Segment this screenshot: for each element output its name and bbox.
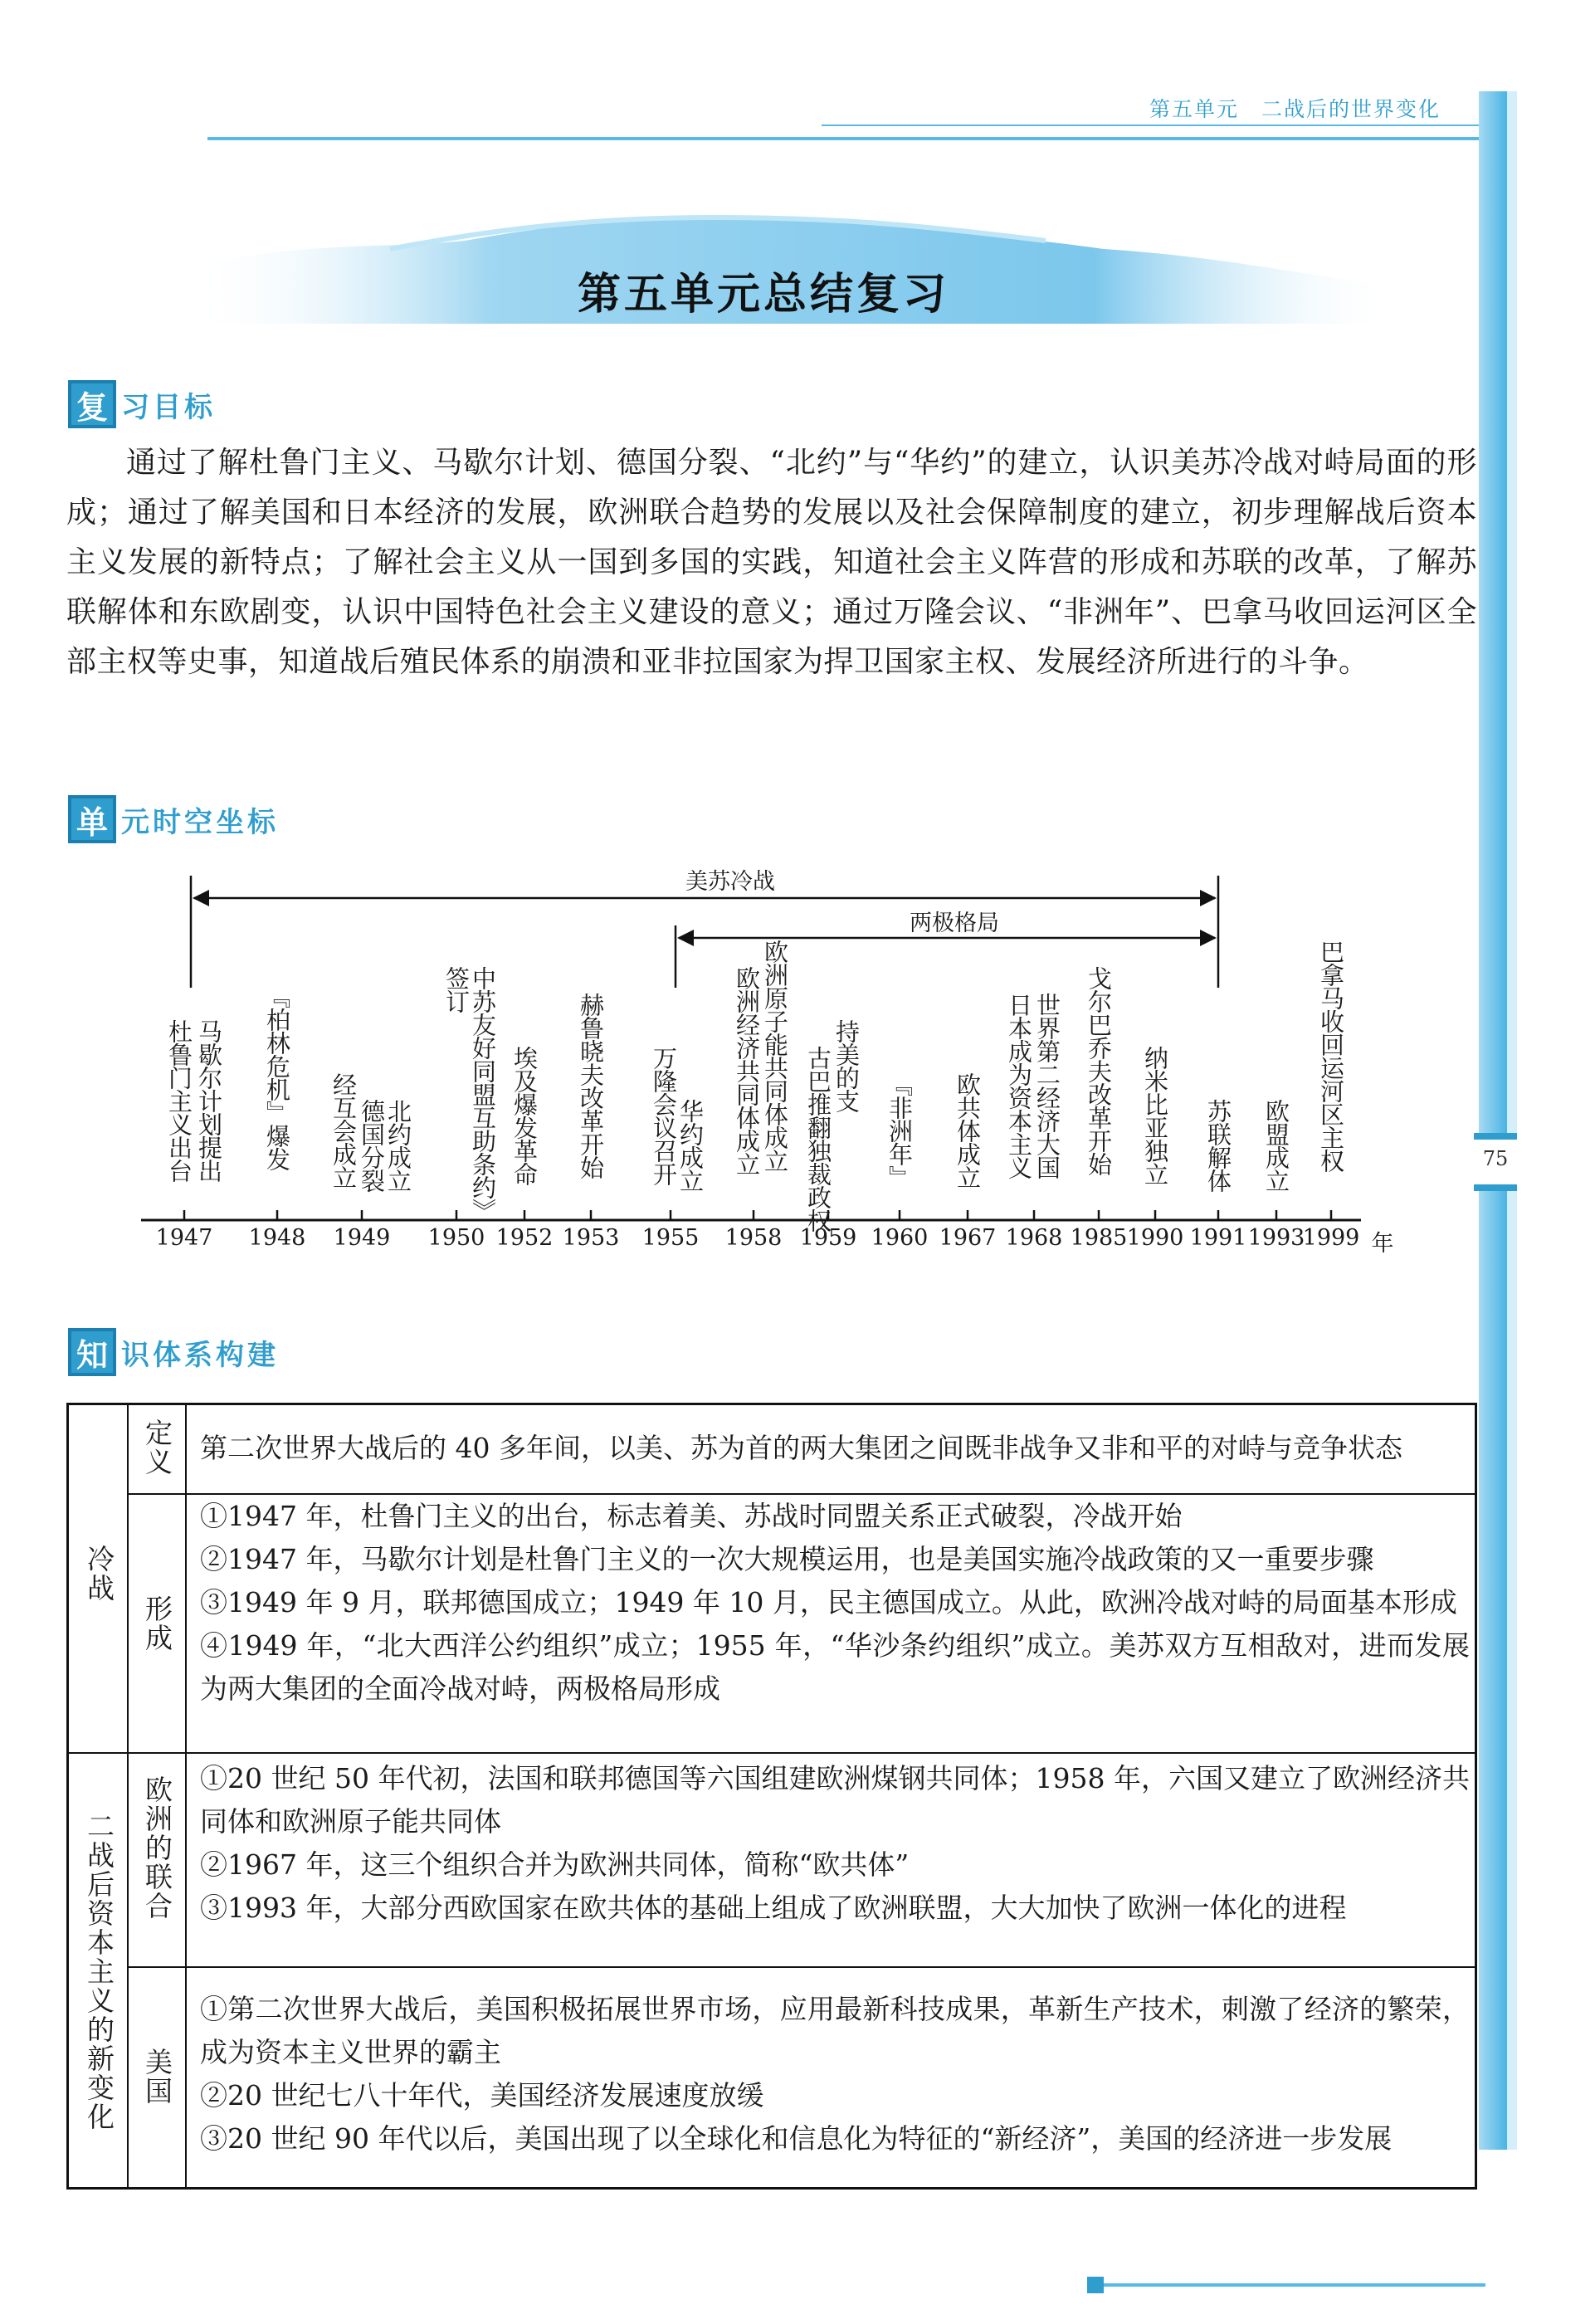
year-label: 1985 [1070, 1225, 1128, 1251]
timeline-event: 世界第二经济大国 [1033, 993, 1061, 1179]
year-label: 1947 [155, 1225, 213, 1251]
timeline-event: 巴拿马收回运河区主权 [1317, 940, 1345, 1172]
formation-item: ②1947 年，马歇尔计划是杜鲁门主义的一次大规模运用，也是美国实施冷战政策的又一重要步骤 [200, 1543, 1374, 1575]
usa-item: ③20 世纪 90 年代以后，美国出现了以全球化和信息化为特征的“新经济”，美国的经济进一步发展 [200, 2122, 1393, 2155]
timeline-event: 万隆会议召开 [650, 1046, 678, 1185]
usa-item: ①第二次世界大战后，美国积极拓展世界市场，应用最新科技成果，革新生产技术，刺激了经济的繁荣，成为资本主义世界的霸主 [200, 1993, 1470, 2068]
timeline-event: 马歇尔计划提出 [195, 1019, 223, 1182]
year-label: 1950 [427, 1225, 485, 1251]
europe-item: ①20 世纪 50 年代初，法国和联邦德国等六国组建欧洲煤钢共同体；1958 年，六国又建立了欧洲经济共同体和欧洲原子能共同体 [200, 1762, 1470, 1838]
group-label-cold-war: 冷战 [83, 1545, 115, 1603]
sub-label-usa: 美国 [141, 2048, 173, 2106]
section-label: 习目标 [121, 390, 216, 424]
year-label: 1968 [1005, 1225, 1063, 1251]
timeline-event: 持美的支 [832, 1019, 861, 1112]
formation-item: ④1949 年，“北大西洋公约组织”成立；1955 年，“华沙条约组织”成立。美苏双方互相敌对，进而发展为两大集团的全面冷战对峙，两极格局形成 [200, 1629, 1470, 1705]
timeline-event: 中苏友好同盟互助条约》签订 [442, 966, 497, 1210]
year-label: 1953 [562, 1225, 620, 1251]
timeline-event: 欧洲原子能共同体成立 [761, 940, 789, 1172]
timeline-event: 『柏林危机』爆发 [263, 984, 291, 1170]
year-label: 1959 [799, 1225, 857, 1251]
group-label-capitalism: 二战后资本主义的新变化 [83, 1812, 115, 2131]
year-label: 1999 [1302, 1225, 1360, 1251]
timeline-event: 苏联解体 [1204, 1099, 1232, 1192]
footer-square [1087, 2277, 1104, 2293]
definition-text: 第二次世界大战后的 40 多年间，以美、苏为首的两大集团之间既非战争又非和平的对峙与竞争状态 [200, 1432, 1402, 1464]
bipolar-label: 两极格局 [910, 911, 999, 936]
row-divider [127, 1966, 1475, 1968]
section-box: 复 [68, 380, 116, 428]
year-label: 1960 [871, 1225, 929, 1251]
cold-war-label: 美苏冷战 [685, 869, 775, 895]
year-label: 1967 [939, 1225, 997, 1251]
col-divider [127, 1405, 129, 2187]
timeline-event: 戈尔巴乔夫改革开始 [1085, 966, 1113, 1175]
review-text: 通过了解杜鲁门主义、马歇尔计划、德国分裂、“北约”与“华约”的建立，认识美苏冷战对峙局面的形成；通过了解美国和日本经济的发展，欧洲联合趋势的发展以及社会保障制度的建立，初步理解战后资本主义发展的新特点；了解社会主义从一国到多国的实践，知道社会主义阵营的形成和苏联的改革，了解苏联解体和东欧剧变，认识中国特色社会主义建设的意义；通过万隆会议、“非洲年”、巴拿马收回运河区全部主权等史事，知道战后殖民体系的崩溃和亚非拉国家为捍卫国家主权、发展经济所进行的斗争。 [66, 446, 1477, 679]
year-label: 1948 [248, 1225, 306, 1251]
knowledge-table [66, 1403, 1477, 2190]
year-label: 1991 [1189, 1225, 1247, 1251]
section-knowledge [68, 1328, 279, 1376]
year-label: 1955 [641, 1225, 700, 1251]
timeline-event: 欧洲经济共同体成立 [733, 966, 761, 1175]
europe-item: ②1967 年，这三个组织合并为欧洲共同体，简称“欧共体” [200, 1848, 910, 1881]
formation-list [200, 1495, 1470, 1711]
year-label: 1952 [495, 1225, 554, 1251]
timeline-event: 日本成为资本主义 [1005, 993, 1033, 1179]
year-label: 1990 [1126, 1225, 1184, 1251]
year-unit: 年 [1371, 1231, 1394, 1257]
timeline-event: 德国分裂 [358, 1099, 386, 1192]
section-label: 元时空坐标 [121, 805, 279, 839]
year-label: 1993 [1247, 1225, 1305, 1251]
section-label: 识体系构建 [121, 1338, 279, 1372]
running-title: 第五单元 二战后的世界变化 [1149, 97, 1441, 121]
col-divider [185, 1405, 187, 2187]
sub-label-formation: 形成 [141, 1594, 173, 1653]
timeline-event: 古巴推翻独裁政权 [804, 1046, 832, 1232]
timeline-event: 华约成立 [676, 1099, 705, 1192]
row-divider [69, 1752, 1475, 1754]
timeline-event: 『非洲年』 [885, 1072, 914, 1189]
year-label: 1958 [724, 1225, 783, 1251]
formation-item: ③1949 年 9 月，联邦德国成立；1949 年 10 月，民主德国成立。从此，欧洲冷战对峙的局面基本形成 [200, 1586, 1457, 1618]
page-title: 第五单元总结复习 [577, 270, 949, 320]
timeline-event: 埃及爆发革命 [510, 1046, 539, 1185]
timeline-event: 赫鲁晓夫改革开始 [577, 993, 605, 1179]
footer-rule [1104, 2283, 1485, 2287]
formation-item: ①1947 年，杜鲁门主义的出台，标志着美、苏战时同盟关系正式破裂，冷战开始 [200, 1500, 1183, 1532]
section-box: 知 [68, 1328, 116, 1376]
sub-label-definition: 定义 [141, 1418, 173, 1477]
europe-list [200, 1757, 1470, 1930]
year-label: 1949 [333, 1225, 391, 1251]
usa-list [200, 1988, 1470, 2160]
timeline-event: 经互会成立 [329, 1072, 358, 1189]
timeline-event: 纳米比亚独立 [1141, 1046, 1169, 1185]
europe-item: ③1993 年，大部分西欧国家在欧共体的基础上组成了欧洲联盟，大大加快了欧洲一体化的进程 [200, 1892, 1347, 1924]
timeline-event: 杜鲁门主义出台 [165, 1019, 193, 1182]
timeline-event: 北约成立 [384, 1099, 412, 1192]
section-box: 单 [68, 795, 116, 843]
page-number: 75 [1482, 1147, 1509, 1170]
sub-label-europe: 欧洲的联合 [141, 1775, 173, 1921]
timeline-event: 欧共体成立 [954, 1072, 982, 1189]
usa-item: ②20 世纪七八十年代，美国经济发展速度放缓 [200, 2079, 764, 2112]
timeline-event: 欧盟成立 [1262, 1099, 1290, 1192]
